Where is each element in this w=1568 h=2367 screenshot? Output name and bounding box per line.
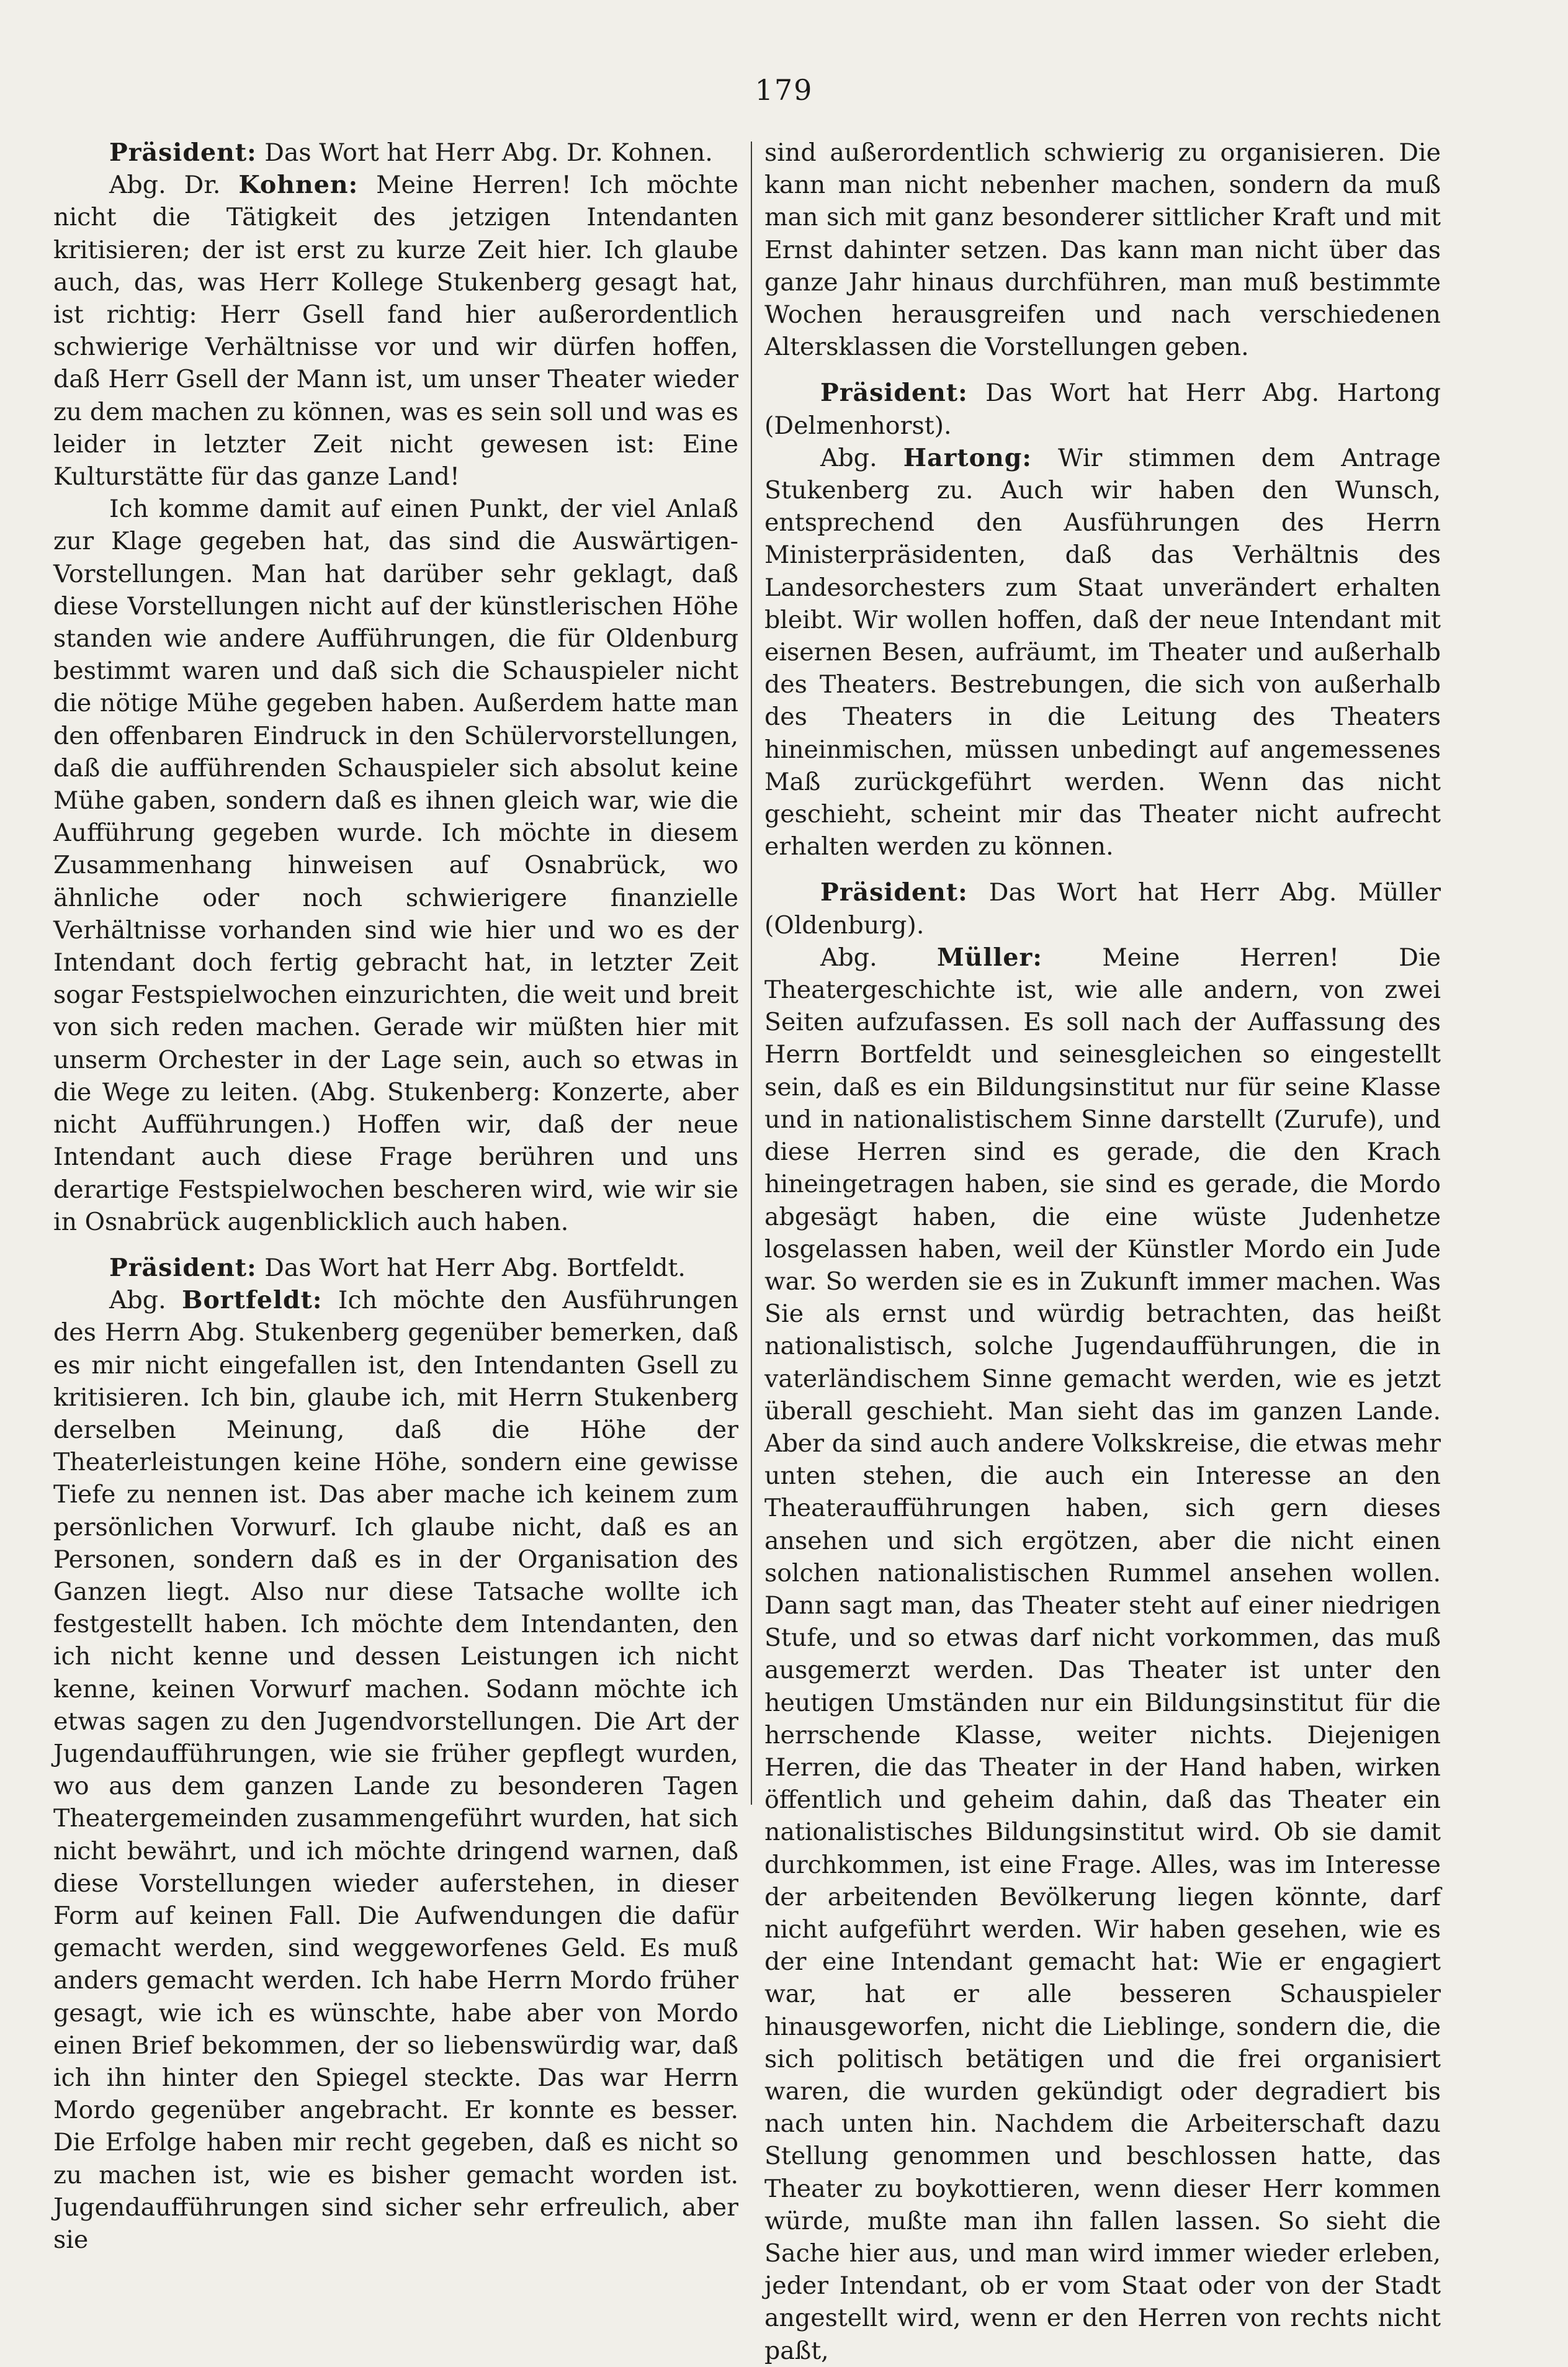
speech-text: Ich möchte den Ausführungen des Herrn Abg. Stukenberg gegenüber bemerken, daß es mir nicht eingefallen ist, den Intendanten Gsell zu kritisieren. Ich bin, glaube ich, mit Herrn Stukenberg derselben Meinung, daß die Höhe der Theaterleistungen keine Höhe, sondern eine gewisse Tiefe zu nennen ist. Das aber mache ich keinem zum persönlichen Vorwurf. Ich glaube nicht, daß es an Personen, sondern daß es in der Organisation des Ganzen liegt. Also nur diese Tatsache wollte ich festgestellt haben. Ich möchte dem Intendanten, den ich nicht kenne und dessen Leistungen ich nicht kenne, keinen Vorwurf machen. Sodann möchte ich etwas sagen zu den Jugendvorstellungen. Die Art der Jugendaufführungen, wie sie früher gepflegt wurden, wo aus dem ganzen Lande zu besonderen Tagen Theatergemeinden zusammengeführt wurden, hat sich nicht bewährt, und ich möchte dringend warnen, daß diese Vorstellungen wieder auferstehen, in dieser Form auf keinen Fall. Die Aufwendungen die dafür gemacht werden, sind weggeworfenes Geld. Es muß anders gemacht werden. Ich habe Herrn Mordo früher gesagt, wie ich es wünschte, habe aber von Mordo einen Brief bekommen, der so liebenswürdig war, daß ich ihn hinter den Spiegel steckte. Das war Herrn Mordo gegenüber angebracht. Er konnte es besser. Die Erfolge haben mir recht gegeben, daß es nicht so zu machen ist, wie es bisher gemacht worden ist. Jugendaufführungen sind sicher sehr erfreulich, aber sie <box>53 1286 738 2254</box>
speech-text: Das Wort hat Herr Abg. Müller (Oldenburg). <box>764 878 1441 940</box>
speaker-name: Kohnen: <box>238 171 359 200</box>
speaker-prefix: Abg. <box>820 443 903 472</box>
speech-text: Das Wort hat Herr Abg. Dr. Kohnen. <box>256 138 713 167</box>
column-divider <box>751 141 752 1805</box>
speaker-name: Müller: <box>936 943 1042 972</box>
speech-text: Meine Herren! Ich möchte nicht die Tätigkeit des jetzigen Intendanten kritisieren; der ist erst zu kurze Zeit hier. Ich glaube auch, das, was Herr Kollege Stukenberg gesagt hat, ist richtig: Herr Gsell fand hier außerordentlich schwierige Verhältnisse vor und wir dürfen hoffen, daß Herr Gsell der Mann ist, um unser Theater wieder zu dem machen zu können, was es sein soll und was es leider in letzter Zeit nicht gewesen ist: Eine Kulturstätte für das ganze Land! <box>53 171 738 492</box>
speaker-prefix: Abg. <box>109 1286 182 1315</box>
speaker-name: Hartong: <box>903 443 1032 472</box>
speech-paragraph <box>764 442 1441 863</box>
speaker-name: Präsident: <box>109 138 257 167</box>
left-column <box>53 137 738 2254</box>
speech-heading <box>764 876 1441 941</box>
speaker-name: Bortfeldt: <box>182 1286 323 1315</box>
speaker-name: Präsident: <box>820 379 968 408</box>
paragraph: sind außerordentlich schwierig zu organisieren. Die kann man nicht nebenher machen, sondern da muß man sich mit ganz besonderer sittlicher Kraft und mit Ernst dahinter setzen. Das kann man nicht über das ganze Jahr hinaus durchführen, man muß bestimmte Wochen herausgreifen und nach verschiedenen Altersklassen die Vorstellungen geben. <box>764 138 1441 362</box>
paragraph: Ich komme damit auf einen Punkt, der viel Anlaß zur Klage gegeben hat, das sind die Auswärtigen-Vorstellungen. Man hat darüber sehr geklagt, daß diese Vorstellungen nicht auf der künstlerischen Höhe standen wie andere Aufführungen, die für Oldenburg bestimmt waren und daß sich die Schauspieler nicht die nötige Mühe gegeben haben. Außerdem hatte man den offenbaren Eindruck in den Schülervorstellungen, daß die aufführenden Schauspieler sich absolut keine Mühe gaben, sondern daß es ihnen gleich war, wie die Aufführung gegeben wurde. Ich möchte in diesem Zusammenhang hinweisen auf Osnabrück, wo ähnliche oder noch schwierigere finanzielle Verhältnisse vorhanden sind wie hier und wo es der Intendant doch fertig gebracht hat, in letzter Zeit sogar Festspielwochen einzurichten, die weit und breit von sich reden machen. Gerade wir müßten hier mit unserm Orchester in der Lage sein, auch so etwas in die Wege zu leiten. (Abg. Stukenberg: Konzerte, aber nicht Aufführungen.) Hoffen wir, daß der neue Intendant auch diese Frage berühren und uns derartige Festspielwochen bescheren wird, wie wir sie in Osnabrück augenblicklich auch haben. <box>53 495 738 1236</box>
speech-heading <box>53 137 738 169</box>
speech-paragraph <box>764 941 1441 2367</box>
speech-paragraph <box>53 1284 738 2256</box>
right-column <box>764 137 1441 2365</box>
speaker-name: Präsident: <box>820 878 968 907</box>
speaker-prefix: Abg. Dr. <box>109 171 239 200</box>
page-number: 179 <box>755 73 813 107</box>
speech-paragraph <box>53 169 738 493</box>
speech-text: Das Wort hat Herr Abg. Hartong (Delmenhorst). <box>764 379 1441 440</box>
speech-heading <box>53 1252 738 1284</box>
speaker-name: Präsident: <box>109 1253 257 1282</box>
speech-text: Meine Herren! Die Theatergeschichte ist, wie alle andern, von zwei Seiten aufzufassen. Es soll nach der Auffassung des Herrn Bortfeldt und seinesgleichen so eingestellt sein, daß es ein Bildungsinstitut nur für seine Klasse und in nationalistischem Sinne darstellt (Zurufe), und diese Herren sind es gerade, die den Krach hineingetragen haben, sie sind es gerade, die Mordo abgesägt haben, die eine wüste Judenhetze losgelassen haben, weil der Künstler Mordo ein Jude war. So werden sie es in Zukunft immer machen. Was Sie als ernst und würdig betrachten, das heißt nationalistisch, solche Jugendaufführungen, die in vaterländischem Sinne gemacht werden, wie es jetzt überall geschieht. Man sieht das im ganzen Lande. Aber da sind auch andere Volkskreise, die etwas mehr unten stehen, die auch ein Interesse an den Theateraufführungen haben, sich gern dieses ansehen und sich ergötzen, aber die nicht einen solchen nationalistischen Rummel ansehen wollen. Dann sagt man, das Theater steht auf einer niedrigen Stufe, und so etwas darf nicht vorkommen, das muß ausgemerzt werden. Das Theater ist unter den heutigen Umständen nur ein Bildungsinstitut für die herrschende Klasse, weiter nichts. Diejenigen Herren, die das Theater in der Hand haben, wirken öffentlich und geheim dahin, daß das Theater ein nationalistisches Bildungsinstitut wird. Ob sie damit durchkommen, ist eine Frage. Alles, was im Interesse der arbeitenden Bevölkerung liegen könnte, darf nicht aufgeführt werden. Wir haben gesehen, wie es der eine Intendant gemacht hat: Wie er engagiert war, hat er alle besseren Schauspieler hinausgeworfen, nicht die Lieblinge, sondern die, die sich politisch betätigen und die frei organisiert waren, die wurden gekündigt oder degradiert bis nach unten hin. Nachdem die Arbeiterschaft dazu Stellung genommen und beschlossen hatte, das Theater zu boykottieren, wenn dieser Herr kommen würde, mußte man ihn fallen lassen. So sieht die Sache hier aus, und man wird immer wieder erleben, jeder Intendant, ob er vom Staat oder von der Stadt angestellt wird, wenn er den Herren von rechts nicht paßt, <box>764 943 1441 2365</box>
speech-heading <box>764 377 1441 441</box>
speech-text: Das Wort hat Herr Abg. Bortfeldt. <box>256 1253 686 1282</box>
speech-text: Wir stimmen dem Antrage Stukenberg zu. Auch wir haben den Wunsch, entsprechend den Ausführungen des Herrn Ministerpräsidenten, daß das Verhältnis des Landesorchesters zum Staat unverändert erhalten bleibt. Wir wollen hoffen, daß der neue Intendant mit eisernen Besen, aufräumt, im Theater und außerhalb des Theaters. Bestrebungen, die sich von außerhalb des Theaters in die Leitung des Theaters hineinmischen, müssen unbedingt auf angemessenes Maß zurückgeführt werden. Wenn das nicht geschieht, scheint mir das Theater nicht aufrecht erhalten werden zu können. <box>764 443 1441 861</box>
speaker-prefix: Abg. <box>820 943 937 972</box>
